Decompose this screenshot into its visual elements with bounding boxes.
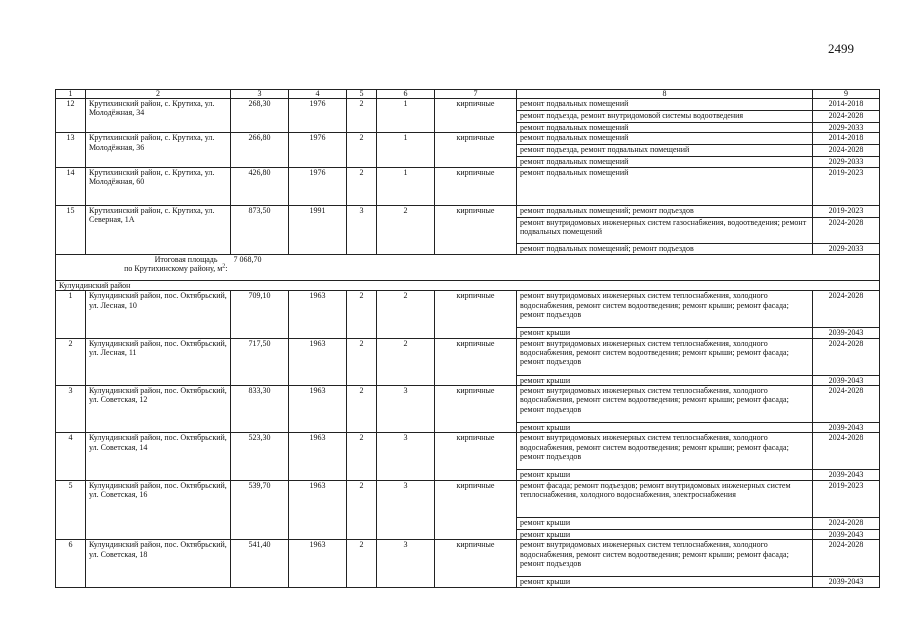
area-cell: 709,10 (231, 291, 289, 338)
total-label-line2 (59, 264, 228, 273)
floors-cell: 2 (347, 167, 377, 205)
period-cell: 2014-2018 (813, 133, 880, 145)
period-cell: 2019-2023 (813, 205, 880, 217)
wall-material-cell: кирпичные (435, 99, 517, 133)
row-number: 12 (56, 99, 86, 133)
wall-material-cell: кирпичные (435, 133, 517, 167)
year-cell: 1963 (289, 291, 347, 338)
year-cell: 1963 (289, 338, 347, 385)
period-cell: 2039-2043 (813, 328, 880, 338)
wall-material-cell: кирпичные (435, 433, 517, 480)
area-cell: 873,50 (231, 205, 289, 254)
area-cell: 523,30 (231, 433, 289, 480)
work-type-cell: ремонт внутридомовых инженерных систем теплоснабжения, холодного водоснабжения, ремонт систем водоотведения; ремонт крыши; ремонт фасада; ремонт подъездов (517, 291, 813, 328)
work-type-cell: ремонт внутридомовых инженерных систем газоснабжения, водоотведения; ремонт подвальных помещений (517, 217, 813, 243)
work-type-cell: ремонт крыши (517, 577, 813, 587)
work-type-cell: ремонт подвальных помещений (517, 133, 813, 145)
period-cell: 2024-2028 (813, 145, 880, 157)
entrances-cell: 2 (377, 291, 435, 338)
year-cell: 1976 (289, 133, 347, 167)
column-number: 1 (56, 90, 86, 99)
column-number: 5 (347, 90, 377, 99)
wall-material-cell: кирпичные (435, 167, 517, 205)
page-number: 2499 (828, 41, 854, 56)
wall-material-cell: кирпичные (435, 291, 517, 338)
period-cell: 2024-2028 (813, 433, 880, 470)
period-cell: 2019-2023 (813, 480, 880, 517)
total-label-text: по Крутихинскому району, м (124, 264, 223, 274)
period-cell: 2029-2033 (813, 157, 880, 167)
total-label-line1: Итоговая площадь (154, 254, 218, 264)
row-number: 14 (56, 167, 86, 205)
area-cell: 717,50 (231, 338, 289, 385)
period-cell: 2024-2028 (813, 338, 880, 375)
work-type-cell: ремонт подъезда, ремонт внутридомовой системы водоотведения (517, 111, 813, 123)
wall-material-cell: кирпичные (435, 205, 517, 254)
floors-cell: 2 (347, 386, 377, 433)
entrances-cell: 3 (377, 433, 435, 480)
row-number: 6 (56, 540, 86, 587)
unit-superscript: 2 (222, 263, 226, 270)
column-number: 7 (435, 90, 517, 99)
column-number: 8 (517, 90, 813, 99)
entrances-cell: 2 (377, 205, 435, 254)
district-name: Кулундинский район (56, 280, 880, 290)
table-row (56, 540, 880, 577)
table-row (56, 480, 880, 517)
period-cell: 2029-2033 (813, 123, 880, 133)
floors-cell: 2 (347, 338, 377, 385)
address-cell: Кулундинский район, пос. Октябрьский, ул. Лесная, 11 (86, 338, 231, 385)
period-cell: 2024-2028 (813, 111, 880, 123)
address-cell: Кулундинский район, пос. Октябрьский, ул. Советская, 14 (86, 433, 231, 480)
floors-cell: 2 (347, 480, 377, 539)
address-cell: Крутихинский район, с. Крутиха, ул. Молодёжная, 60 (86, 167, 231, 205)
column-number: 2 (86, 90, 231, 99)
table-row (56, 167, 880, 205)
work-type-cell: ремонт внутридомовых инженерных систем теплоснабжения, холодного водоснабжения, ремонт систем водоотведения; ремонт крыши; ремонт фасада; ремонт подъездов (517, 540, 813, 577)
entrances-cell: 2 (377, 338, 435, 385)
area-cell: 426,80 (231, 167, 289, 205)
table-row (56, 99, 880, 111)
entrances-cell: 1 (377, 133, 435, 167)
work-type-cell: ремонт внутридомовых инженерных систем теплоснабжения, холодного водоснабжения, ремонт систем водоотведения; ремонт крыши; ремонт фасада; ремонт подъездов (517, 433, 813, 470)
table-row (56, 133, 880, 145)
work-type-cell: ремонт внутридомовых инженерных систем теплоснабжения, холодного водоснабжения, ремонт систем водоотведения; ремонт крыши; ремонт фасада; ремонт подъездов (517, 338, 813, 375)
work-type-cell: ремонт крыши (517, 517, 813, 529)
row-number: 1 (56, 291, 86, 338)
year-cell: 1963 (289, 386, 347, 433)
column-number: 9 (813, 90, 880, 99)
floors-cell: 2 (347, 540, 377, 587)
period-cell: 2019-2023 (813, 167, 880, 205)
work-type-cell: ремонт подвальных помещений (517, 157, 813, 167)
total-label-suffix: : (225, 264, 228, 274)
row-number: 3 (56, 386, 86, 433)
total-area-value: 7 068,70 (231, 254, 880, 280)
area-cell: 268,30 (231, 99, 289, 133)
entrances-cell: 3 (377, 540, 435, 587)
address-cell: Крутихинский район, с. Крутиха, ул. Молодёжная, 36 (86, 133, 231, 167)
work-type-cell: ремонт подвальных помещений; ремонт подъездов (517, 205, 813, 217)
period-cell: 2024-2028 (813, 217, 880, 243)
address-cell: Кулундинский район, пос. Октябрьский, ул. Лесная, 10 (86, 291, 231, 338)
period-cell: 2024-2028 (813, 517, 880, 529)
row-number: 15 (56, 205, 86, 254)
table-row (56, 291, 880, 328)
period-cell: 2014-2018 (813, 99, 880, 111)
area-cell: 833,30 (231, 386, 289, 433)
address-cell: Кулундинский район, пос. Октябрьский, ул. Советская, 18 (86, 540, 231, 587)
floors-cell: 2 (347, 133, 377, 167)
floors-cell: 2 (347, 99, 377, 133)
entrances-cell: 1 (377, 167, 435, 205)
work-type-cell: ремонт подвальных помещений; ремонт подъездов (517, 243, 813, 254)
floors-cell: 2 (347, 291, 377, 338)
address-cell: Крутихинский район, с. Крутиха, ул. Молодёжная, 34 (86, 99, 231, 133)
area-cell: 541,40 (231, 540, 289, 587)
row-number: 2 (56, 338, 86, 385)
district-header-row (56, 280, 880, 290)
year-cell: 1976 (289, 167, 347, 205)
work-type-cell: ремонт фасада; ремонт подъездов; ремонт внутридомовых инженерных систем теплоснабжения, холодного водоснабжения, электроснабжения (517, 480, 813, 517)
table-row (56, 338, 880, 375)
period-cell: 2029-2033 (813, 243, 880, 254)
period-cell: 2039-2043 (813, 577, 880, 587)
work-type-cell: ремонт подвальных помещений (517, 167, 813, 205)
period-cell: 2039-2043 (813, 375, 880, 385)
period-cell: 2039-2043 (813, 423, 880, 433)
floors-cell: 2 (347, 433, 377, 480)
address-cell: Кулундинский район, пос. Октябрьский, ул. Советская, 16 (86, 480, 231, 539)
period-cell: 2024-2028 (813, 291, 880, 328)
repair-schedule-table (55, 89, 880, 588)
area-cell: 266,80 (231, 133, 289, 167)
column-number: 6 (377, 90, 435, 99)
work-type-cell: ремонт крыши (517, 423, 813, 433)
wall-material-cell: кирпичные (435, 386, 517, 433)
work-type-cell: ремонт крыши (517, 529, 813, 539)
year-cell: 1963 (289, 480, 347, 539)
column-number: 4 (289, 90, 347, 99)
address-cell: Кулундинский район, пос. Октябрьский, ул. Советская, 12 (86, 386, 231, 433)
table-row (56, 433, 880, 470)
year-cell: 1963 (289, 540, 347, 587)
work-type-cell: ремонт крыши (517, 375, 813, 385)
period-cell: 2024-2028 (813, 386, 880, 423)
work-type-cell: ремонт подвальных помещений (517, 99, 813, 111)
work-type-cell: ремонт подвальных помещений (517, 123, 813, 133)
entrances-cell: 3 (377, 480, 435, 539)
wall-material-cell: кирпичные (435, 480, 517, 539)
work-type-cell: ремонт крыши (517, 328, 813, 338)
period-cell: 2039-2043 (813, 529, 880, 539)
row-number: 13 (56, 133, 86, 167)
column-number: 3 (231, 90, 289, 99)
table-row (56, 386, 880, 423)
floors-cell: 3 (347, 205, 377, 254)
year-cell: 1976 (289, 99, 347, 133)
table-row (56, 205, 880, 217)
work-type-cell: ремонт внутридомовых инженерных систем теплоснабжения, холодного водоснабжения, ремонт систем водоотведения; ремонт крыши; ремонт фасада; ремонт подъездов (517, 386, 813, 423)
address-cell: Крутихинский район, с. Крутиха, ул. Северная, 1А (86, 205, 231, 254)
entrances-cell: 1 (377, 99, 435, 133)
period-cell: 2039-2043 (813, 470, 880, 480)
work-type-cell: ремонт крыши (517, 470, 813, 480)
column-number-row (56, 90, 880, 99)
work-type-cell: ремонт подъезда, ремонт подвальных помещений (517, 145, 813, 157)
period-cell: 2024-2028 (813, 540, 880, 577)
total-area-label (56, 254, 231, 280)
year-cell: 1963 (289, 433, 347, 480)
year-cell: 1991 (289, 205, 347, 254)
row-number: 4 (56, 433, 86, 480)
wall-material-cell: кирпичные (435, 540, 517, 587)
row-number: 5 (56, 480, 86, 539)
wall-material-cell: кирпичные (435, 338, 517, 385)
area-cell: 539,70 (231, 480, 289, 539)
entrances-cell: 3 (377, 386, 435, 433)
total-area-row (56, 254, 880, 280)
